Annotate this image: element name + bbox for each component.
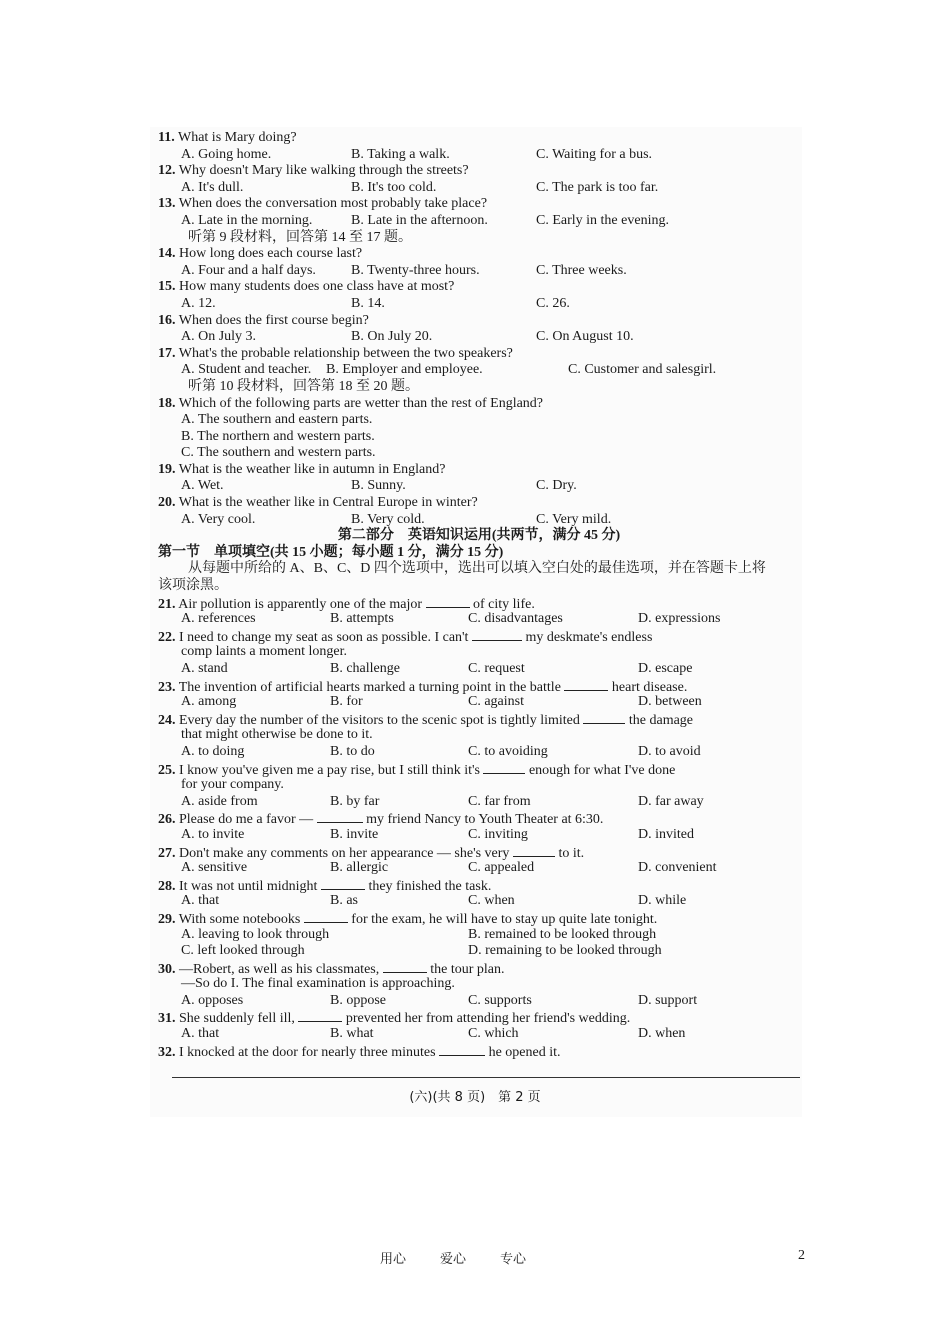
option-a: A. among — [181, 694, 237, 710]
option-a: A. opposes — [181, 992, 244, 1008]
option-c: C. far from — [468, 793, 531, 809]
page-number: 2 — [798, 1248, 805, 1263]
question-text: When does the first course begin? — [178, 312, 369, 328]
option-c: C. appealed — [468, 860, 535, 876]
question-number: 29. — [158, 911, 176, 927]
question-23 — [158, 678, 800, 695]
question-15 — [158, 279, 800, 296]
options-30 — [158, 993, 800, 1010]
question-number: 30. — [158, 961, 176, 977]
answer-blank — [472, 628, 522, 641]
option-c: C. Customer and salesgirl. — [568, 362, 717, 378]
answer-blank — [304, 910, 348, 923]
option-c: C. Three weeks. — [536, 262, 627, 278]
motto-word: 爱心 — [440, 1252, 467, 1267]
option-a: A. to doing — [181, 743, 245, 759]
options-11 — [158, 147, 800, 164]
part-2-title: 第二部分 英语知识运用(共两节，满分 45 分) — [337, 528, 621, 544]
question-number: 25. — [158, 762, 176, 778]
question-number: 11. — [158, 130, 175, 145]
option-c: C. supports — [468, 992, 532, 1008]
question-19 — [158, 462, 800, 479]
options-16 — [158, 329, 800, 346]
options-19 — [158, 478, 800, 495]
option-c: C. when — [468, 893, 515, 909]
options-29-cd — [158, 943, 800, 960]
option-c: C. left looked through — [181, 943, 305, 959]
exam-content — [158, 130, 800, 1059]
question-number: 31. — [158, 1011, 176, 1027]
option-a: A. stand — [181, 661, 228, 676]
option-d: D. expressions — [638, 611, 721, 627]
option-c: C. disadvantages — [468, 611, 563, 627]
option-c: C. The southern and western parts. — [181, 445, 376, 461]
question-text-after: he opened it. — [488, 1044, 561, 1060]
options-27 — [158, 860, 800, 877]
option-b: B. by far — [330, 793, 380, 809]
option-a: A. Very cool. — [181, 511, 256, 527]
question-11 — [158, 130, 800, 147]
option-a: A. references — [181, 611, 256, 627]
question-text-after: enough for what I've done — [528, 762, 676, 778]
option-a: A. sensitive — [181, 860, 248, 876]
question-28 — [158, 877, 800, 894]
option-b: B. Very cold. — [351, 511, 425, 527]
answer-blank — [564, 678, 608, 691]
section-1-instruction-line-1: 从每题中所给的 A、B、C、D 四个选项中，选出可以填入空白处的最佳选项，并在答题卡上将 — [188, 561, 766, 577]
question-29 — [158, 910, 800, 927]
question-text-after: to it. — [558, 845, 585, 861]
option-a: A. leaving to look through — [181, 926, 330, 942]
option-a: A. that — [181, 1026, 220, 1042]
option-a: A. On July 3. — [181, 329, 257, 345]
answer-blank — [439, 1043, 485, 1056]
question-25 — [158, 761, 800, 778]
option-b: B. allergic — [330, 860, 389, 876]
answer-blank — [298, 1009, 342, 1022]
option-b: B. remained to be looked through — [468, 926, 657, 942]
instruction-passage-10: 听第 10 段材料，回答第 18 至 20 题。 — [188, 378, 419, 394]
question-text: With some notebooks — [178, 911, 301, 927]
question-text: How long does each course last? — [179, 246, 363, 262]
question-text-after: my deskmate's endless — [525, 629, 653, 645]
option-d: D. convenient — [638, 860, 717, 876]
option-a: A. Late in the morning. — [181, 212, 313, 228]
option-a: A. to invite — [181, 826, 245, 842]
question-text: I need to change my seat as soon as possible. I can't — [179, 629, 469, 645]
question-text: Which of the following parts are wetter than the rest of England? — [178, 395, 544, 411]
answer-blank — [321, 877, 365, 890]
question-text: Every day the number of the visitors to the scenic spot is tightly limited — [179, 712, 580, 728]
question-text: It was not until midnight — [179, 878, 318, 894]
options-20 — [158, 512, 800, 529]
question-number: 26. — [158, 812, 176, 828]
option-c: C. inviting — [468, 826, 528, 842]
question-number: 18. — [158, 395, 176, 411]
question-text: What is the weather like in autumn in England? — [178, 461, 446, 477]
option-c: C. Very mild. — [536, 511, 612, 527]
option-c: C. Dry. — [536, 478, 577, 494]
answer-blank — [513, 844, 555, 857]
question-text-after: for the exam, he will have to stay up quite late tonight. — [351, 911, 658, 927]
option-a: A. Four and a half days. — [181, 262, 316, 278]
answer-blank — [426, 595, 470, 608]
options-28 — [158, 893, 800, 910]
options-24 — [158, 744, 800, 761]
question-31 — [158, 1009, 800, 1026]
options-25 — [158, 794, 800, 811]
question-16 — [158, 313, 800, 330]
option-c: C. On August 10. — [536, 329, 634, 345]
option-c: C. The park is too far. — [536, 179, 659, 195]
options-29-ab — [158, 927, 800, 944]
question-21 — [158, 595, 800, 612]
options-13 — [158, 213, 800, 230]
options-12 — [158, 180, 800, 197]
answer-blank — [483, 761, 525, 774]
options-15 — [158, 296, 800, 313]
footer-divider — [172, 1077, 800, 1078]
question-number: 24. — [158, 712, 176, 728]
question-text-after: they finished the task. — [368, 878, 492, 894]
option-c: C. to avoiding — [468, 743, 548, 759]
option-b: B. for — [330, 694, 363, 710]
option-b: B. what — [330, 1026, 374, 1042]
question-18 — [158, 396, 800, 413]
answer-blank — [317, 810, 363, 823]
question-text: When does the conversation most probably take place? — [178, 196, 488, 212]
question-22 — [158, 628, 800, 645]
question-number: 22. — [158, 629, 176, 645]
options-26 — [158, 827, 800, 844]
options-21 — [158, 611, 800, 628]
question-26 — [158, 810, 800, 827]
option-a: A. Going home. — [181, 146, 272, 162]
option-c: C. Waiting for a bus. — [536, 146, 653, 162]
option-a: A. 12. — [181, 295, 216, 311]
question-continuation: for your company. — [181, 777, 284, 793]
question-text-after: the tour plan. — [430, 961, 505, 977]
question-number: 19. — [158, 461, 176, 477]
option-a: A. It's dull. — [181, 179, 244, 195]
option-d: D. escape — [638, 661, 693, 676]
question-text: Why doesn't Mary like walking through the streets? — [178, 163, 469, 179]
option-b: B. as — [330, 893, 358, 909]
question-number: 15. — [158, 279, 176, 295]
question-number: 12. — [158, 163, 176, 179]
option-b: B. challenge — [330, 661, 400, 676]
motto-word: 用心 — [380, 1252, 407, 1267]
section-1-title: 第一节 单项填空(共 15 小题；每小题 1 分，满分 15 分) — [158, 544, 504, 560]
option-b: B. invite — [330, 826, 379, 842]
question-32 — [158, 1043, 800, 1060]
option-b: B. Late in the afternoon. — [351, 212, 488, 228]
option-d: D. invited — [638, 826, 694, 842]
question-text: What's the probable relationship between the two speakers? — [178, 345, 513, 361]
option-d: D. remaining to be looked through — [468, 943, 662, 959]
question-text: What is Mary doing? — [177, 130, 297, 145]
option-a: A. that — [181, 893, 220, 909]
option-c: C. which — [468, 1026, 519, 1042]
question-17 — [158, 346, 800, 363]
option-b: B. to do — [330, 743, 375, 759]
option-d: D. when — [638, 1026, 686, 1042]
answer-blank — [383, 960, 427, 973]
question-number: 28. — [158, 878, 176, 894]
question-continuation: that might otherwise be done to it. — [181, 727, 373, 743]
question-13 — [158, 196, 800, 213]
option-b: B. Employer and employee. — [326, 362, 483, 378]
option-c: C. request — [468, 661, 525, 676]
option-d: D. far away — [638, 793, 704, 809]
question-24 — [158, 711, 800, 728]
question-number: 20. — [158, 495, 176, 511]
option-a: A. Student and teacher. — [181, 362, 312, 378]
option-b: B. Twenty-three hours. — [351, 262, 480, 278]
question-continuation: comp laints a moment longer. — [181, 644, 348, 660]
option-c: C. against — [468, 694, 524, 710]
question-text: I knocked at the door for nearly three minutes — [179, 1044, 436, 1060]
options-22 — [158, 661, 800, 678]
option-b: B. On July 20. — [351, 329, 433, 345]
option-d: D. between — [638, 694, 702, 710]
question-text: What is the weather like in Central Europe in winter? — [178, 495, 478, 511]
question-text: Please do me a favor — — [179, 812, 314, 828]
question-text-after: the damage — [628, 712, 694, 728]
option-d: D. to avoid — [638, 743, 701, 759]
options-31 — [158, 1026, 800, 1043]
question-number: 16. — [158, 312, 176, 328]
option-b: B. Sunny. — [351, 478, 406, 494]
question-text-after: of city life. — [473, 596, 535, 612]
question-text-after: prevented her from attending her friend's wedding. — [345, 1011, 631, 1027]
option-c: C. Early in the evening. — [536, 212, 669, 228]
option-b: B. It's too cold. — [351, 179, 437, 195]
question-number: 27. — [158, 845, 176, 861]
question-text-after: heart disease. — [611, 679, 688, 695]
option-a: A. The southern and eastern parts. — [181, 412, 373, 428]
question-27 — [158, 844, 800, 861]
option-b: B. Taking a walk. — [351, 146, 450, 162]
footer-motto — [380, 1248, 560, 1267]
question-12 — [158, 163, 800, 180]
question-14 — [158, 246, 800, 263]
question-number: 23. — [158, 679, 176, 695]
question-number: 14. — [158, 246, 176, 262]
question-continuation: —So do I. The final examination is approaching. — [181, 976, 455, 992]
question-text: How many students does one class have at most? — [179, 279, 455, 295]
question-text: The invention of artificial hearts marked a turning point in the battle — [178, 679, 561, 695]
answer-blank — [583, 711, 625, 724]
option-b: B. The northern and western parts. — [181, 428, 375, 444]
page-caption: (六)(共 8 页) 第 2 页 — [409, 1090, 541, 1105]
option-d: D. support — [638, 992, 698, 1008]
option-b: B. oppose — [330, 992, 386, 1008]
option-a: A. Wet. — [181, 478, 224, 494]
instruction-passage-9: 听第 9 段材料，回答第 14 至 17 题。 — [188, 229, 412, 245]
question-text: I know you've given me a pay rise, but I still think it's — [179, 762, 480, 778]
option-c: C. 26. — [536, 295, 570, 311]
question-text: She suddenly fell ill, — [179, 1011, 295, 1027]
option-d: D. while — [638, 893, 687, 909]
question-number: 32. — [158, 1044, 176, 1060]
question-20 — [158, 495, 800, 512]
section-1-instruction-line-2: 该项涂黑。 — [158, 578, 228, 594]
question-number: 17. — [158, 345, 176, 361]
options-14 — [158, 263, 800, 280]
question-text: Don't make any comments on her appearance — she's very — [179, 845, 510, 861]
options-17 — [158, 362, 800, 379]
question-text-after: my friend Nancy to Youth Theater at 6:30. — [366, 812, 604, 828]
options-23 — [158, 694, 800, 711]
question-text: Air pollution is apparently one of the major — [178, 596, 423, 612]
motto-word: 专心 — [500, 1252, 527, 1267]
option-a: A. aside from — [181, 793, 258, 809]
question-text: —Robert, as well as his classmates, — [179, 961, 380, 977]
option-b: B. attempts — [330, 611, 394, 627]
question-30 — [158, 960, 800, 977]
question-number: 13. — [158, 196, 176, 212]
question-number: 21. — [158, 596, 176, 612]
option-b: B. 14. — [351, 295, 385, 311]
